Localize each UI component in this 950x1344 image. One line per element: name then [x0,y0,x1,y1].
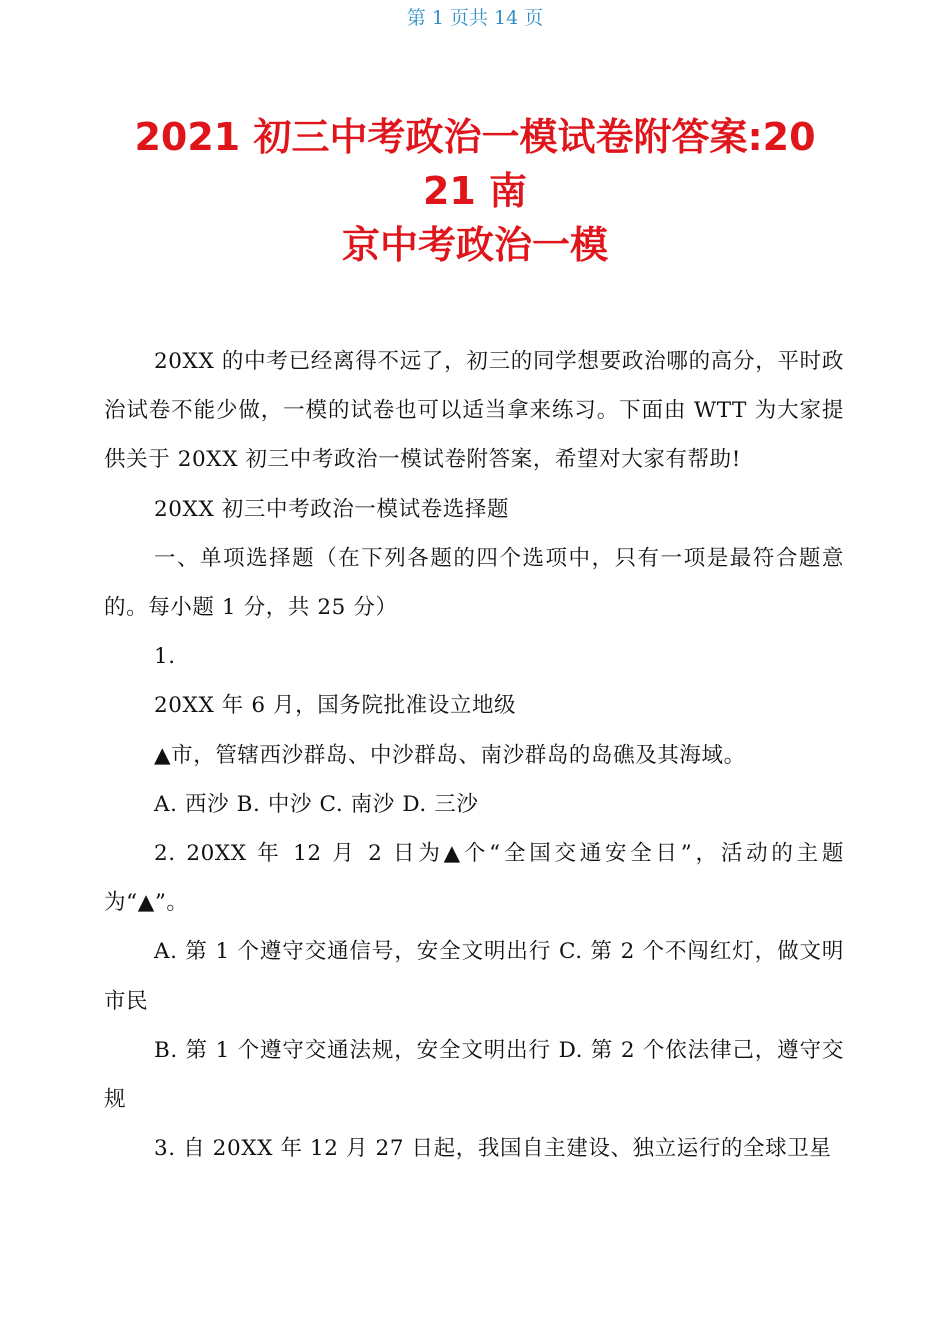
question-1-number: 1. [154,644,176,670]
question-2-options-ac: A. 第 1 个遵守交通信号，安全文明出行 C. 第 2 个不闯红灯，做文明市民 [104,939,844,1014]
question-1-options: A. 西沙 B. 中沙 C. 南沙 D. 三沙 [154,791,479,817]
question-instructions: 一、单项选择题（在下列各题的四个选项中，只有一项是最符合题意的。每小题 1 分，共 25 分） [104,545,844,621]
document-body [104,337,844,1173]
document-title [100,110,850,272]
question-2-options-bd: B. 第 1 个遵守交通法规，安全文明出行 D. 第 2 个依法律己，遵守交规 [104,1037,844,1113]
question-1-text-continued: ▲市，管辖西沙群岛、中沙群岛、南沙群岛的岛礁及其海域。 [154,742,746,768]
title-line-2: 21 南 [422,169,528,213]
section-heading: 20XX 初三中考政治一模试卷选择题 [154,496,510,522]
question-3-text: 3. 自 20XX 年 12 月 27 日起，我国自主建设、独立运行的全球卫星 [154,1136,832,1162]
title-line-1: 2021 初三中考政治一模试卷附答案:20 [134,115,816,159]
question-2-text: 2. 20XX 年 12 月 2 日为▲个“全国交通安全日”，活动的主题为“▲”。 [104,841,844,916]
page-indicator: 第 1 页共 14 页 [406,7,544,29]
title-line-3: 京中考政治一模 [341,223,608,267]
intro-paragraph: 20XX 的中考已经离得不远了，初三的同学想要政治哪的高分，平时政治试卷不能少做，一模的试卷也可以适当拿来练习。下面由 WTT 为大家提供关于 20XX 初三中考政治一模试卷附答案，希望对大家有帮助! [104,349,844,473]
question-1-text: 20XX 年 6 月，国务院批准设立地级 [154,693,517,719]
